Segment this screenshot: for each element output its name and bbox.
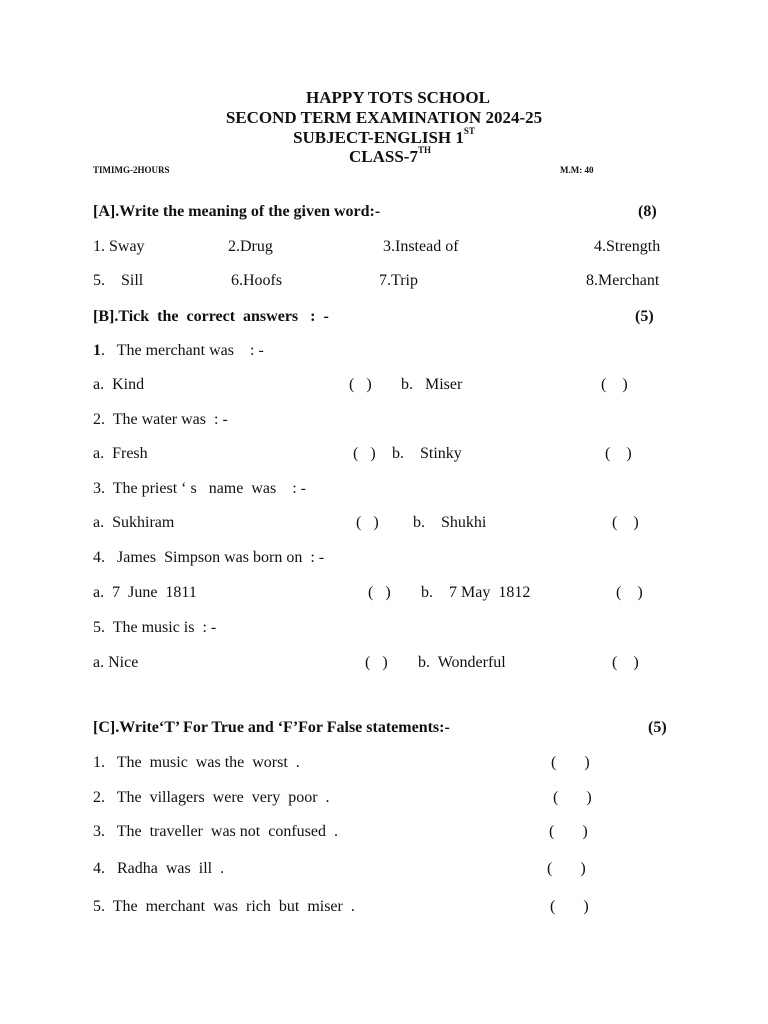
word-item: 6.Hoofs — [231, 272, 283, 289]
question: 2. The water was : - — [93, 411, 228, 428]
option-a: a. Kind — [93, 376, 145, 393]
tick-box[interactable]: ( ) — [612, 514, 639, 531]
option-b: b. Shukhi — [413, 514, 487, 531]
answer-box[interactable]: ( ) — [553, 789, 592, 806]
tick-box[interactable]: ( ) — [612, 654, 639, 671]
section-b-marks: (5) — [635, 308, 654, 325]
tick-box[interactable]: ( ) — [368, 584, 391, 601]
statement: 2. The villagers were very poor . — [93, 789, 330, 806]
answer-box[interactable]: ( ) — [549, 823, 588, 840]
option-a: a. 7 June 1811 — [93, 584, 197, 601]
word-item: 4.Strength — [594, 238, 661, 255]
statement: 1. The music was the worst . — [93, 754, 300, 771]
option-b: b. Miser — [401, 376, 463, 393]
section-b-title: [B].Tick the correct answers : - — [93, 308, 329, 325]
word-item: 5. Sill — [93, 272, 144, 289]
section-c-title: [C].Write‘T’ For True and ‘F’For False statements:- — [93, 719, 450, 736]
section-a-title: [A].Write the meaning of the given word:- — [93, 203, 381, 220]
tick-box[interactable]: ( ) — [365, 654, 388, 671]
word-item: 7.Trip — [379, 272, 418, 289]
question: 5. The music is : - — [93, 619, 217, 636]
tick-box[interactable]: ( ) — [601, 376, 628, 393]
section-c-marks: (5) — [648, 719, 667, 736]
statement: 3. The traveller was not confused . — [93, 823, 338, 840]
statement: 4. Radha was ill . — [93, 860, 225, 877]
word-item: 2.Drug — [228, 238, 273, 255]
option-b: b. Stinky — [392, 445, 462, 462]
option-a: a. Nice — [93, 654, 139, 671]
class-title: CLASS-7TH — [349, 145, 431, 166]
word-item: 3.Instead of — [383, 238, 459, 255]
subject-title: SUBJECT-ENGLISH 1ST — [293, 126, 475, 147]
timing: TIMIMG-2HOURS — [93, 165, 170, 175]
section-a-marks: (8) — [638, 203, 657, 220]
tick-box[interactable]: ( ) — [349, 376, 372, 393]
exam-title: SECOND TERM EXAMINATION 2024-25 — [225, 108, 543, 127]
school-name: HAPPY TOTS SCHOOL — [306, 88, 490, 107]
question: 4. James Simpson was born on : - — [93, 549, 325, 566]
tick-box[interactable]: ( ) — [616, 584, 643, 601]
tick-box[interactable]: ( ) — [356, 514, 379, 531]
option-b: b. Wonderful — [418, 654, 506, 671]
statement: 5. The merchant was rich but miser . — [93, 898, 355, 915]
tick-box[interactable]: ( ) — [353, 445, 376, 462]
answer-box[interactable]: ( ) — [551, 754, 590, 771]
max-marks: M.M: 40 — [560, 165, 594, 175]
option-a: a. Sukhiram — [93, 514, 175, 531]
word-item: 8.Merchant — [586, 272, 660, 289]
option-a: a. Fresh — [93, 445, 148, 462]
word-item: 1. Sway — [93, 238, 145, 255]
tick-box[interactable]: ( ) — [605, 445, 632, 462]
question: 1. The merchant was : - — [93, 342, 264, 359]
option-b: b. 7 May 1812 — [421, 584, 531, 601]
answer-box[interactable]: ( ) — [550, 898, 589, 915]
answer-box[interactable]: ( ) — [547, 860, 586, 877]
question: 3. The priest ‘ s name was : - — [93, 480, 306, 497]
